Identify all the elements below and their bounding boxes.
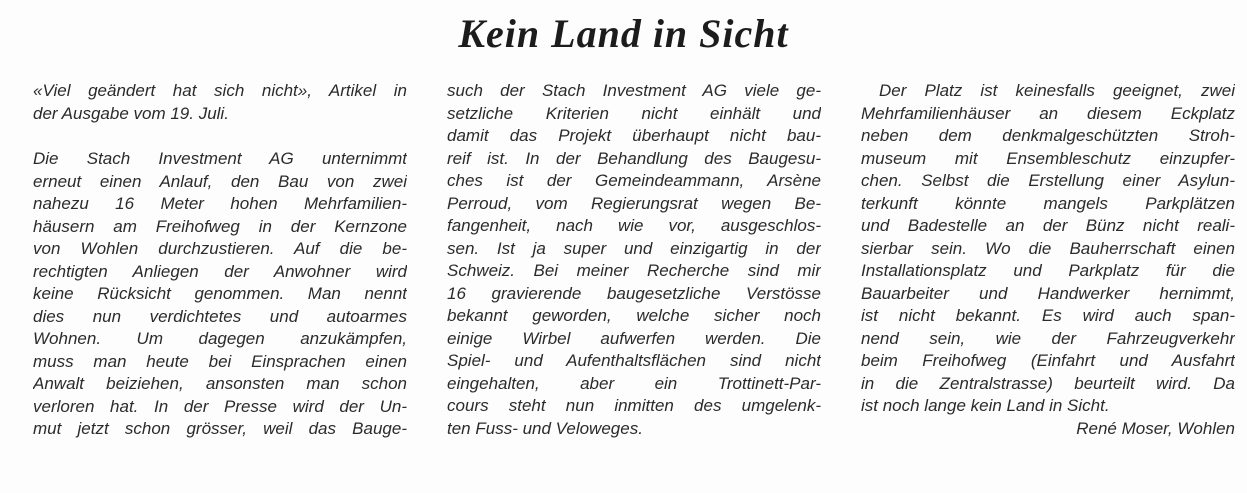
article-column-3 [861, 80, 1235, 441]
article-title: Kein Land in Sicht [458, 11, 789, 56]
text-line: Die Stach Investment AG unternimmt [33, 149, 407, 168]
text-line: damit das Projekt überhaupt nicht bau- [447, 126, 821, 145]
text-line: und Badestelle an der Bünz nicht reali- [861, 216, 1235, 235]
text-line: museum mit Ensembleschutz einzupfer- [861, 148, 1235, 168]
paragraph [33, 148, 407, 441]
text-line: Perroud, vom Regierungsrat wegen Be- [447, 193, 821, 213]
text-line: ten Fuss- und Veloweges. [447, 418, 643, 438]
text-line: ist nicht bekannt. Es wird auch span- [861, 306, 1235, 325]
text-line: 16 gravierende baugesetzliche Verstösse [447, 283, 821, 303]
text-line: Spiel- und Aufenthaltsflächen sind nicht [447, 351, 821, 370]
text-line: muss man heute bei Einsprachen einen [33, 351, 407, 371]
paragraph [861, 80, 1235, 440]
text-line: ches ist der Gemeindeammann, Arsène [447, 171, 821, 190]
paragraph [33, 80, 407, 125]
text-line: Mehrfamilienhäuser an diesem Eckplatz [861, 103, 1235, 123]
text-line: von Wohlen durchzustieren. Auf die be- [33, 239, 407, 258]
text-line: beim Freihofweg (Einfahrt und Ausfahrt [861, 351, 1235, 370]
text-line: cours steht nun inmitten des umgelenk- [447, 396, 821, 415]
text-line: sierbar sein. Wo die Bauherrschaft einen [861, 238, 1235, 258]
text-line: in die Zentralstrasse) beurteilt wird. Da [861, 373, 1235, 393]
article-column-2 [447, 80, 821, 441]
text-line: reif ist. In der Behandlung des Baugesu- [447, 148, 821, 168]
text-line: mut jetzt schon grösser, weil das Bauge- [33, 419, 407, 438]
text-line: rechtigten Anliegen der Anwohner wird [33, 261, 407, 281]
text-line: fangenheit, nach wie vor, ausgeschlos- [447, 216, 821, 235]
text-line: sen. Ist ja super und einzigartig in der [447, 238, 821, 258]
text-line: Wohnen. Um dagegen anzukämpfen, [33, 329, 407, 348]
text-line: terkunft könnte mangels Parkplätzen [861, 193, 1235, 213]
text-line: keine Rücksicht genommen. Man nennt [33, 284, 407, 303]
text-line: einige Wirbel aufwerfen werden. Die [447, 328, 821, 348]
text-line: Anwalt beiziehen, ansonsten man schon [33, 374, 407, 393]
paragraph [447, 80, 821, 440]
article-column-1 [33, 80, 407, 441]
text-line: ist noch lange kein Land in Sicht. [861, 396, 1110, 415]
text-line: dies nun verdichtetes und autoarmes [33, 306, 407, 326]
text-line: nahezu 16 Meter hohen Mehrfamilien- [33, 194, 407, 213]
text-line: häusern am Freihofweg in der Kernzone [33, 216, 407, 236]
text-line: chen. Selbst die Erstellung einer Asylun- [861, 171, 1235, 190]
text-line: such der Stach Investment AG viele ge- [447, 81, 821, 100]
text-line: Installationsplatz und Parkplatz für die [861, 261, 1235, 280]
text-line: erneut einen Anlauf, den Bau von zwei [33, 171, 407, 191]
text-line: nend sein, wie der Fahrzeugverkehr [861, 328, 1235, 348]
text-line: verloren hat. In der Presse wird der Un- [33, 396, 407, 416]
signature: René Moser, Wohlen [1076, 418, 1235, 438]
text-line: bekannt geworden, welche sicher noch [447, 306, 821, 325]
text-line: Schweiz. Bei meiner Recherche sind mir [447, 261, 821, 280]
article-body [0, 56, 1247, 441]
text-line: «Viel geändert hat sich nicht», Artikel in [33, 81, 407, 100]
text-line: neben dem denkmalgeschützten Stroh- [861, 126, 1235, 145]
text-line: Der Platz ist keinesfalls geeignet, zwei [879, 81, 1235, 100]
text-line: der Ausgabe vom 19. Juli. [33, 103, 229, 123]
text-line: eingehalten, aber ein Trottinett-Par- [447, 373, 821, 393]
text-line: Bauarbeiter und Handwerker hernimmt, [861, 283, 1235, 303]
text-line: setzliche Kriterien nicht einhält und [447, 103, 821, 123]
